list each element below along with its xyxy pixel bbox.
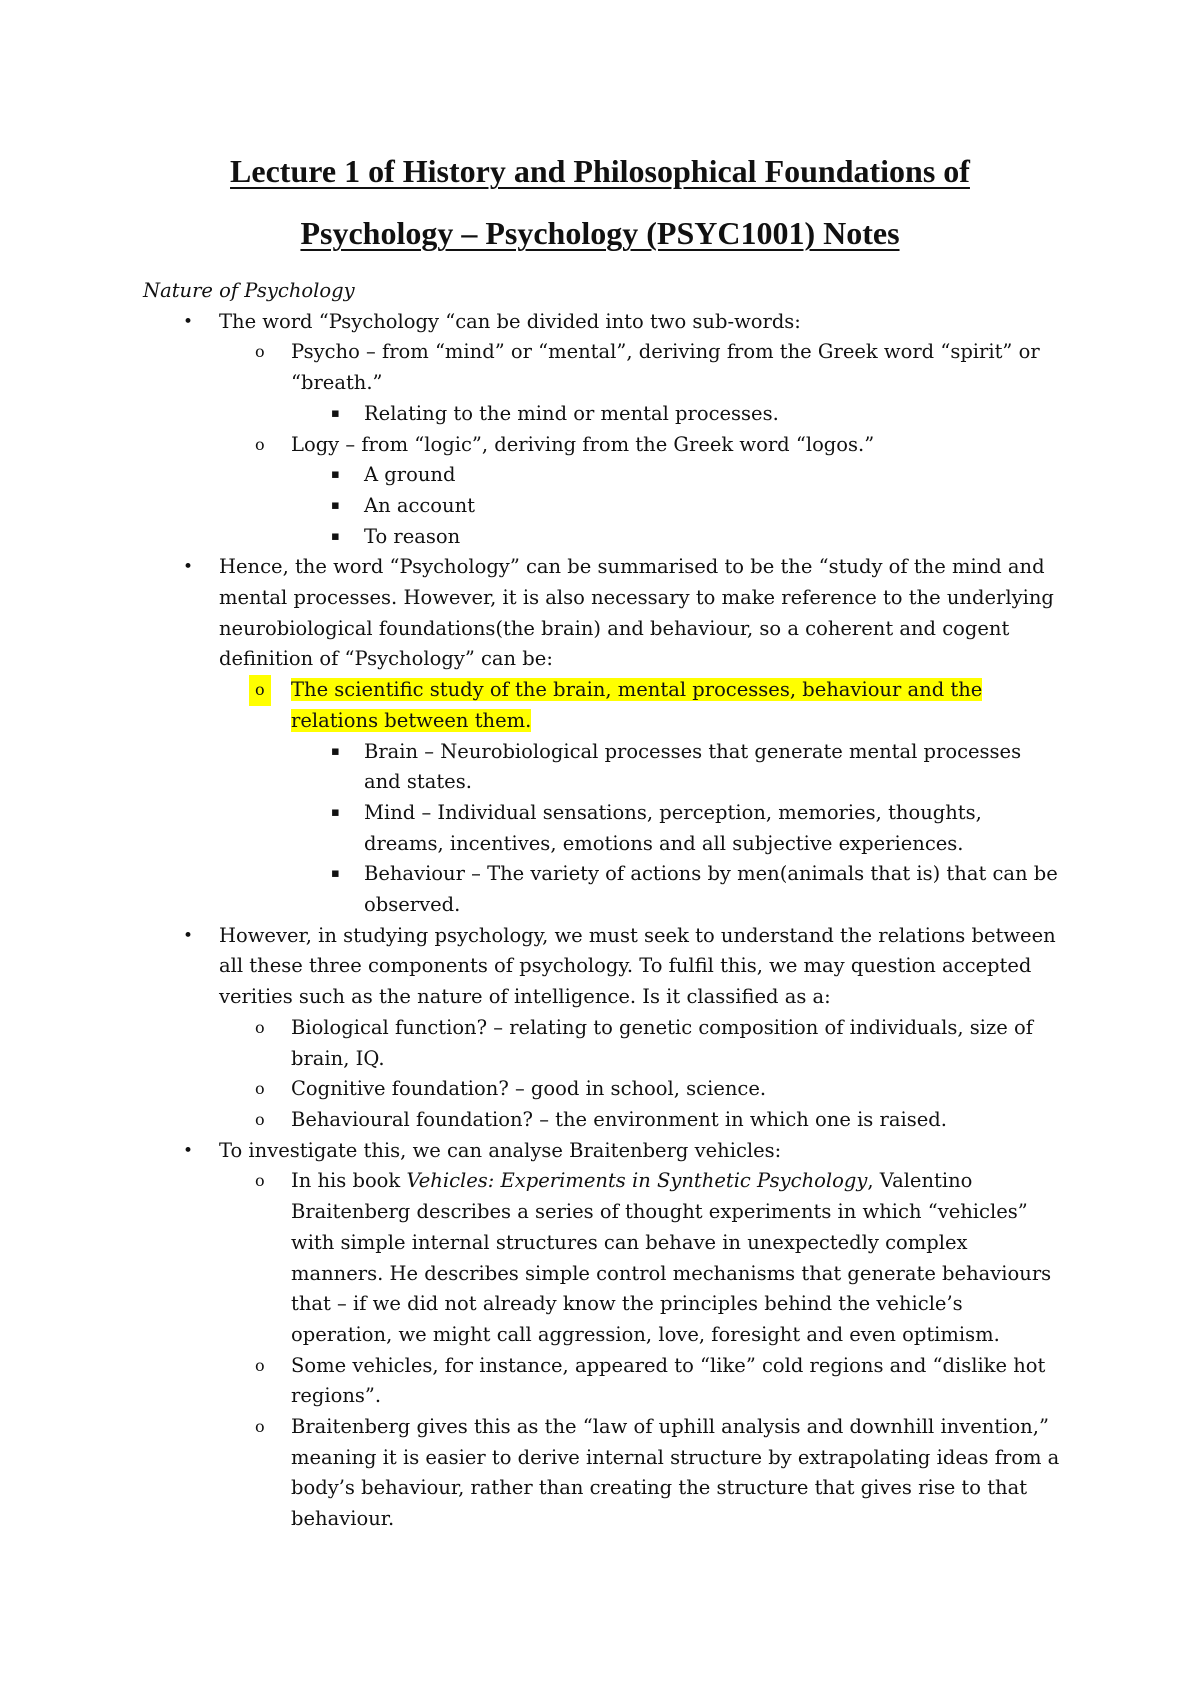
sub-sub-item-mind bbox=[291, 798, 1063, 859]
book-text-pre: In his book bbox=[291, 1169, 407, 1193]
sub-item-highlighted-definition bbox=[217, 675, 1063, 921]
sub-item-text: Cognitive foundation? – good in school, science. bbox=[291, 1077, 767, 1101]
sub-sub-item-text: An account bbox=[364, 493, 476, 517]
sub-sub-item bbox=[291, 491, 1063, 522]
bullet-item-word-division bbox=[143, 307, 1063, 553]
sub-item-text: Braitenberg gives this as the “law of uphill analysis and downhill invention,” meaning it is easier to derive internal structure by extrapolating ideas from a body’s behaviour, rather than creating the structure that gives rise to that behaviour. bbox=[291, 1415, 1060, 1531]
document-body bbox=[143, 276, 1063, 1535]
sub-sub-item bbox=[291, 522, 1063, 553]
title-line-1: Lecture 1 of History and Philosophical Foundations of bbox=[230, 153, 970, 189]
bullet-text: To investigate this, we can analyse Braitenberg vehicles: bbox=[219, 1138, 782, 1162]
sub-item bbox=[217, 1074, 1063, 1105]
bullet-marker: • bbox=[183, 557, 194, 578]
sub-sub-item-text: Relating to the mind or mental processes. bbox=[364, 401, 779, 425]
square-marker: ▪ bbox=[331, 405, 340, 421]
circle-marker: o bbox=[255, 1079, 265, 1099]
circle-marker: o bbox=[255, 1109, 265, 1129]
sub-sub-item-text: Behaviour – The variety of actions by men(animals that is) that can be observed. bbox=[364, 862, 1058, 917]
book-title: Vehicles: Experiments in Synthetic Psychology bbox=[406, 1169, 868, 1193]
circle-marker: o bbox=[255, 1355, 265, 1375]
sub-list bbox=[217, 1166, 1063, 1534]
sub-sub-item-text: A ground bbox=[364, 463, 456, 487]
sub-item-text: Behavioural foundation? – the environment in which one is raised. bbox=[291, 1107, 947, 1131]
square-marker: ▪ bbox=[331, 528, 340, 544]
sub-sub-item bbox=[291, 399, 1063, 430]
sub-sub-item-behaviour bbox=[291, 859, 1063, 920]
sub-item-text: Some vehicles, for instance, appeared to “like” cold regions and “dislike hot regions”. bbox=[291, 1353, 1046, 1408]
square-marker: ▪ bbox=[331, 804, 340, 820]
square-marker: ▪ bbox=[331, 866, 340, 882]
circle-marker: o bbox=[255, 342, 265, 362]
square-marker: ▪ bbox=[331, 467, 340, 483]
sub-item bbox=[217, 1105, 1063, 1136]
bullet-item-braitenberg bbox=[143, 1136, 1063, 1535]
circle-marker: o bbox=[255, 1417, 265, 1437]
book-text-post: , Valentino Braitenberg describes a series of thought experiments in which “vehicles” with simple internal structures can behave in unexpectedly complex manners. He describes simple control mechanisms that generate behaviours that – if we did not already know the principles behind the vehicle’s operation, we might call aggression, love, foresight and even optimism. bbox=[291, 1169, 1052, 1346]
sub-item-text: Psycho – from “mind” or “mental”, deriving from the Greek word “spirit” or “breath.” bbox=[291, 340, 1040, 395]
bullet-item-intelligence bbox=[143, 921, 1063, 1136]
sub-item bbox=[217, 1412, 1063, 1535]
circle-marker: o bbox=[255, 1171, 265, 1191]
sub-item-book bbox=[217, 1166, 1063, 1350]
sub-sub-list bbox=[291, 460, 1063, 552]
square-marker: ▪ bbox=[331, 743, 340, 759]
bullet-text: Hence, the word “Psychology” can be summarised to be the “study of the mind and mental processes. However, it is also necessary to make reference to the underlying neurobiological foundations(the brain) and behaviour, so a coherent and cogent definition of “Psychology” can be: bbox=[219, 555, 1054, 671]
square-marker: ▪ bbox=[331, 497, 340, 513]
bullet-text: The word “Psychology “can be divided into two sub-words: bbox=[219, 309, 801, 333]
section-heading: Nature of Psychology bbox=[143, 279, 355, 302]
bullet-marker: • bbox=[183, 925, 194, 946]
sub-item bbox=[217, 1013, 1063, 1074]
sub-sub-item-text: To reason bbox=[364, 524, 461, 548]
sub-item-logy bbox=[217, 430, 1063, 553]
circle-marker: o bbox=[255, 1017, 265, 1037]
title-line-2: Psychology – Psychology (PSYC1001) Notes bbox=[300, 215, 900, 251]
bullet-marker: • bbox=[183, 1140, 194, 1161]
sub-sub-item-text: Brain – Neurobiological processes that generate mental processes and states. bbox=[364, 739, 1022, 794]
document-title bbox=[80, 140, 1120, 264]
sub-sub-list bbox=[291, 737, 1063, 921]
circle-marker: o bbox=[249, 675, 271, 706]
sub-sub-item bbox=[291, 460, 1063, 491]
sub-item-text: Logy – from “logic”, deriving from the Greek word “logos.” bbox=[291, 432, 875, 456]
sub-sub-item-text: Mind – Individual sensations, perception, memories, thoughts, dreams, incentives, emotions and all subjective experiences. bbox=[364, 800, 982, 855]
sub-item bbox=[217, 1351, 1063, 1412]
main-bullet-list bbox=[143, 307, 1063, 1535]
sub-list bbox=[217, 675, 1063, 921]
sub-item-text: Biological function? – relating to genetic composition of individuals, size of brain, IQ. bbox=[291, 1015, 1033, 1070]
sub-sub-list bbox=[291, 399, 1063, 430]
circle-marker: o bbox=[255, 434, 265, 454]
sub-list bbox=[217, 1013, 1063, 1136]
bullet-text: However, in studying psychology, we must seek to understand the relations between all these three components of psychology. To fulfil this, we may question accepted verities such as the nature of intelligence. Is it classified as a: bbox=[219, 923, 1056, 1009]
sub-sub-item-brain bbox=[291, 737, 1063, 798]
sub-item-psycho bbox=[217, 337, 1063, 429]
highlighted-definition-text: The scientific study of the brain, mental processes, behaviour and the relations between them. bbox=[291, 678, 983, 732]
bullet-item-definition bbox=[143, 552, 1063, 920]
bullet-marker: • bbox=[183, 311, 194, 332]
sub-list bbox=[217, 337, 1063, 552]
